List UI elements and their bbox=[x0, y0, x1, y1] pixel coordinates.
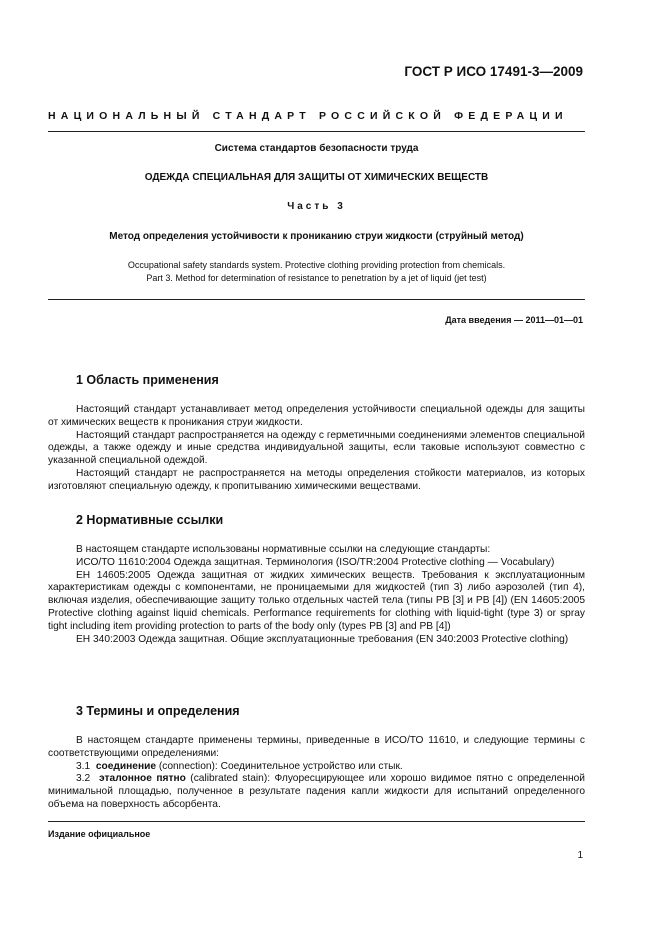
term-definition-3-1 bbox=[48, 761, 585, 774]
section2-paragraph: ИСО/ТО 11610:2004 Одежда защитная. Терминология (ISO/TR:2004 Protective clothing — Vocabulary) bbox=[76, 556, 555, 568]
term-name: соединение bbox=[95, 760, 157, 772]
section1-paragraph: Настоящий стандарт распространяется на одежду с герметичными соединениями элементов специальной одежды, а также одежду и иные средства индивидуальной защиты, если таковые используют совместно с указанной специальной одеждой. bbox=[48, 429, 585, 467]
term-definition-3-2 bbox=[48, 773, 585, 811]
section1-body bbox=[48, 404, 585, 494]
method-title: Метод определения устойчивости к прониканию струи жидкости (струйный метод) bbox=[109, 231, 524, 242]
part-label: Часть 3 bbox=[287, 201, 346, 212]
introduction-date: Дата введения — 2011—01—01 bbox=[445, 315, 583, 325]
national-standard-banner: НАЦИОНАЛЬНЫЙ СТАНДАРТ РОССИЙСКОЙ ФЕДЕРАЦИИ bbox=[48, 110, 568, 122]
section2-paragraph: В настоящем стандарте использованы нормативные ссылки на следующие стандарты: bbox=[76, 544, 491, 555]
standard-code: ГОСТ Р ИСО 17491-3—2009 bbox=[404, 64, 583, 79]
section2-paragraph: ЕН 340:2003 Одежда защитная. Общие эксплуатационные требования (EN 340:2003 Protective clothing) bbox=[76, 633, 569, 645]
page-number: 1 bbox=[577, 850, 583, 861]
term-definition: (connection): Соединительное устройство или стык. bbox=[156, 760, 403, 772]
system-title: Система стандартов безопасности труда bbox=[214, 143, 419, 154]
term-definition: (calibrated stain): Флуоресцирующее или хорошо видимое пятно с определенной минимальной площадью, полученное в результате падения капли жидкости для испытаний определенного объема на поверхность абсорбента. bbox=[48, 773, 585, 810]
footer-divider bbox=[48, 821, 585, 822]
section1-heading: 1 Область применения bbox=[76, 373, 219, 387]
section3-paragraph: В настоящем стандарте применены термины, приведенные в ИСО/ТО 11610, и следующие термины с соответствующими определениями: bbox=[48, 735, 585, 759]
section2-paragraph: ЕН 14605:2005 Одежда защитная от жидких химических веществ. Требования к эксплуатационным характеристикам одежды с компонентами, не проницаемыми для жидкостей (тип 3) либо аэрозолей (тип 4), включая изделия, обеспечивающие защиту только отдельных частей тела (типы РВ [3] и РВ [4]) (EN 14605:2005 Protective clothing against liquid chemicals. Performance requirements for clothing with liquid-tight (type 3) or spray tight including item providing protection to parts of the body only (types PB [3] and PB [4]) bbox=[48, 569, 585, 632]
section1-paragraph: Настоящий стандарт не распространяется на методы определения стойкости материалов, из которых изготовляют специальную одежду, к пропитыванию химическими веществами. bbox=[48, 467, 585, 492]
title-divider bbox=[48, 299, 585, 300]
section2-body bbox=[48, 544, 585, 646]
section1-paragraph: Настоящий стандарт устанавливает метод определения устойчивости специальной одежды для защиты от химических веществ к проникания струи жидкости. bbox=[48, 404, 585, 428]
term-name: эталонное пятно bbox=[99, 773, 186, 785]
section2-heading: 2 Нормативные ссылки bbox=[76, 513, 224, 527]
english-title-line1: Occupational safety standards system. Protective clothing providing protection from chemicals. bbox=[127, 260, 506, 270]
document-title: ОДЕЖДА СПЕЦИАЛЬНАЯ ДЛЯ ЗАЩИТЫ ОТ ХИМИЧЕСКИХ ВЕЩЕСТВ bbox=[144, 172, 489, 183]
section3-body bbox=[48, 735, 585, 812]
top-divider bbox=[48, 131, 585, 132]
term-number: 3.1 bbox=[76, 760, 91, 772]
section3-heading: 3 Термины и определения bbox=[76, 704, 240, 718]
english-title-line2: Part 3. Method for determination of resistance to penetration by a jet of liquid (jet test) bbox=[146, 273, 487, 283]
edition-label: Издание официальное bbox=[48, 829, 151, 839]
term-number: 3.2 bbox=[76, 773, 91, 785]
